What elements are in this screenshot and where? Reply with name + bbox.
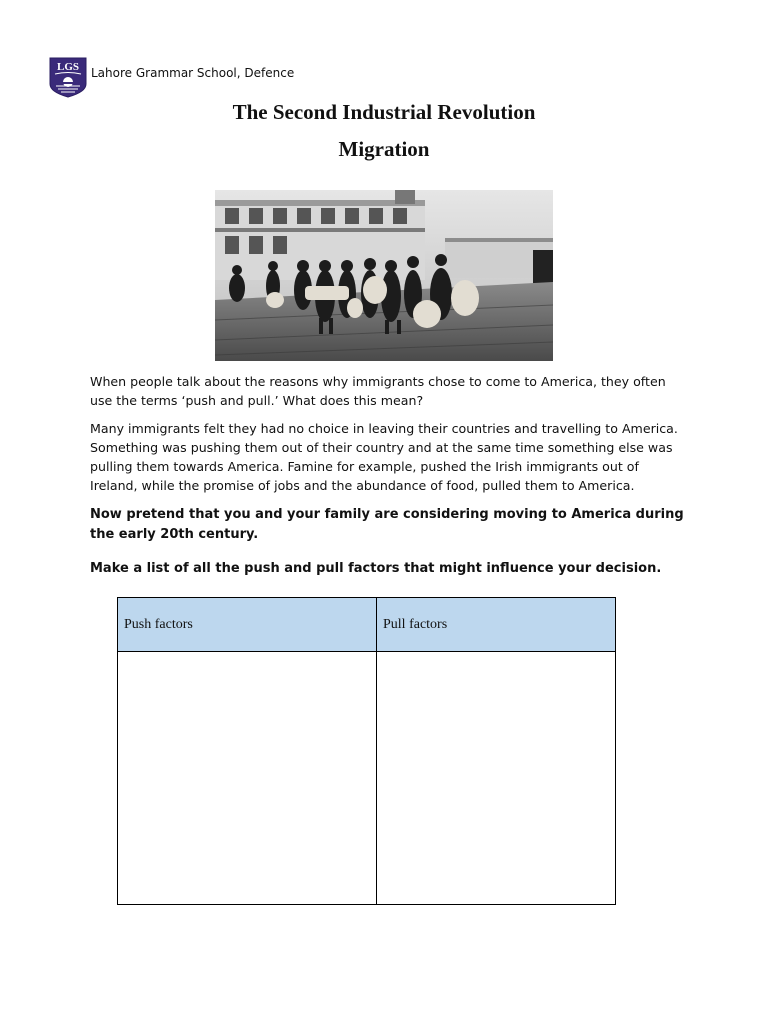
historical-immigrants-photo [215,190,553,361]
push-factors-header: Push factors [118,598,377,652]
table-row [118,652,616,905]
header [48,56,294,98]
instruction-make-list: Make a list of all the push and pull factors that might influence your decision. [90,561,662,576]
document-title: The Second Industrial Revolution [232,100,536,124]
school-logo [48,56,88,98]
school-name: Lahore Grammar School, Defence [91,66,295,80]
push-pull-paragraph: Many immigrants felt they had no choice in leaving their countries and travelling to America. Something was pushing them out of their country and at the same time something else was pulling them towards America. Famine for example, pushed the Irish immigrants out of Ireland, while the promise of jobs and the abundance of food, pulled them to America. [90,421,678,493]
push-pull-table [117,597,616,905]
push-factors-cell[interactable] [118,652,377,905]
document-subtitle: Migration [338,137,430,161]
intro-paragraph: When people talk about the reasons why immigrants chose to come to America, they often use the terms ‘push and pull.’ What does this mean? [90,374,666,408]
pull-factors-cell[interactable] [377,652,616,905]
table-header-row [118,598,616,652]
instruction-pretend: Now pretend that you and your family are considering moving to America during the early 20th century. [90,507,684,542]
pull-factors-header: Pull factors [377,598,616,652]
logo-text: LGS [56,61,80,73]
